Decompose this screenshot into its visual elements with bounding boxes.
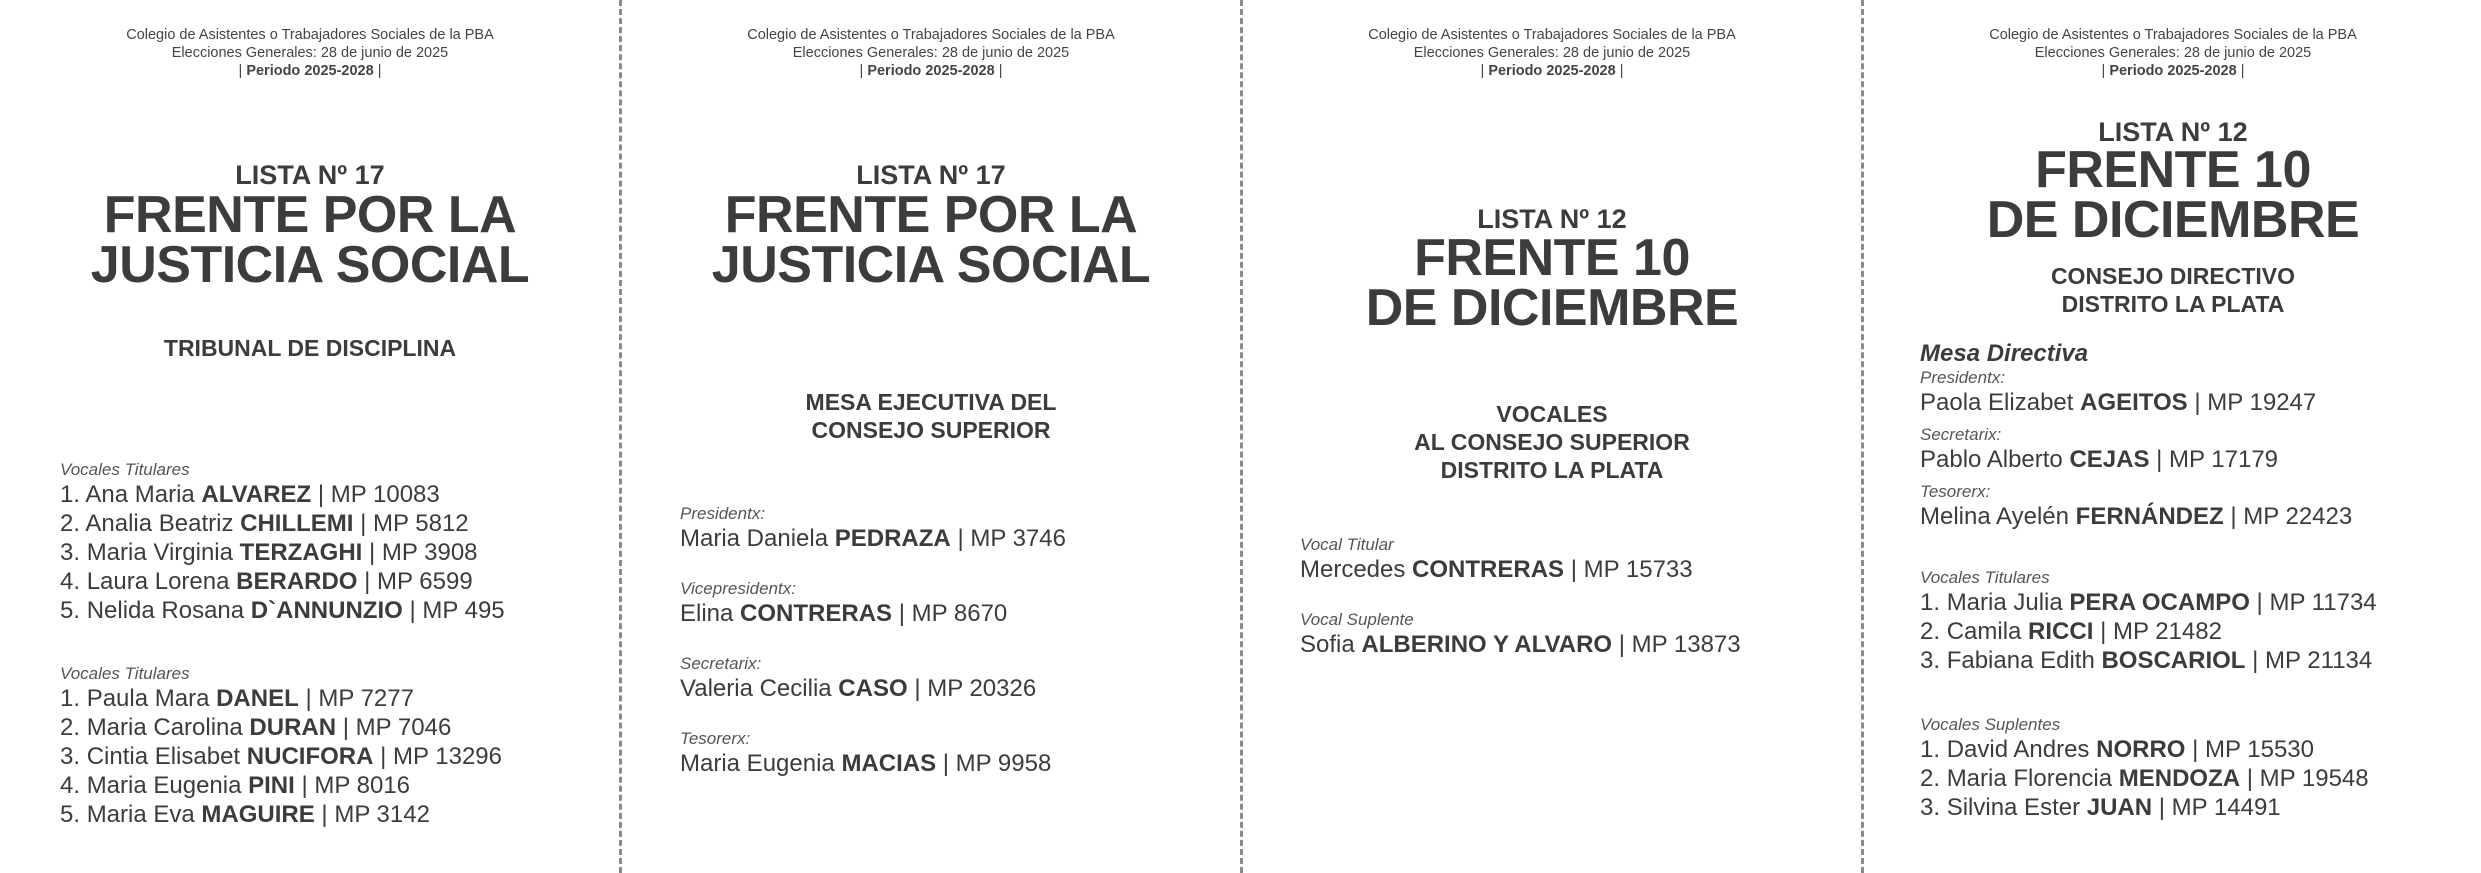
list-item: 5. Nelida Rosana D`ANNUNZIO | MP 495 — [60, 597, 505, 624]
group-label: Vocales Titulares — [1920, 568, 2050, 587]
body-title: MESA EJECUTIVA DEL CONSEJO SUPERIOR — [805, 389, 1057, 443]
frente-line-2: JUSTICIA SOCIAL — [711, 236, 1151, 294]
period: | Periodo 2025-2028 | — [1480, 63, 1624, 79]
list-item: 2. Camila RICCI | MP 21482 — [1920, 618, 2222, 645]
ballot-header — [1242, 26, 1862, 80]
lista-number: LISTA Nº 12 — [2098, 117, 2248, 147]
frente-name — [621, 186, 1241, 294]
list-item: 3. Silvina Ester JUAN | MP 14491 — [1920, 794, 2281, 821]
frente-line-2: DE DICIEMBRE — [1986, 191, 2360, 249]
role-secretario: Secretarix: Pablo Alberto CEJAS | MP 17179 — [1920, 425, 2279, 473]
list-item: 4. Maria Eugenia PINI | MP 8016 — [60, 772, 411, 799]
frente-name — [1242, 229, 1862, 337]
group-label: Vocales Titulares — [60, 460, 190, 479]
group-vocales-suplentes — [1920, 715, 2369, 822]
ballot-panel-3 — [1242, 0, 1862, 873]
mesa-directiva-title: Mesa Directiva — [1920, 340, 2089, 367]
org-name: Colegio de Asistentes o Trabajadores Sociales de la PBA — [126, 27, 494, 43]
body-title: TRIBUNAL DE DISCIPLINA — [163, 335, 457, 361]
role-tesorero: Tesorerx: Maria Eugenia MACIAS | MP 9958 — [680, 729, 1052, 777]
frente-name — [0, 186, 620, 294]
ballot-panel-4 — [1863, 0, 2481, 873]
group-label: Vocales Suplentes — [1920, 715, 2061, 734]
roles-list — [680, 504, 1066, 778]
role-vicepresidente: Vicepresidentx: Elina CONTRERAS | MP 8670 — [680, 579, 1008, 627]
frente-line-1: FRENTE POR LA — [103, 186, 517, 244]
list-item: 2. Maria Carolina DURAN | MP 7046 — [60, 714, 452, 741]
frente-line-1: FRENTE 10 — [1414, 229, 1690, 287]
election-date: Elecciones Generales: 28 de junio de 2025 — [1413, 45, 1691, 61]
list-item: 4. Laura Lorena BERARDO | MP 6599 — [60, 568, 473, 595]
roles-list — [1300, 535, 1741, 659]
list-item: 1. Maria Julia PERA OCAMPO | MP 11734 — [1920, 589, 2377, 616]
period: | Periodo 2025-2028 | — [2101, 63, 2245, 79]
election-date: Elecciones Generales: 28 de junio de 2025 — [2034, 45, 2312, 61]
group-vocales-titulares — [1920, 568, 2377, 675]
frente-line-1: FRENTE POR LA — [724, 186, 1138, 244]
org-name: Colegio de Asistentes o Trabajadores Sociales de la PBA — [1368, 27, 1736, 43]
list-item: 2. Maria Florencia MENDOZA | MP 19548 — [1920, 765, 2369, 792]
role-tesorero: Tesorerx: Melina Ayelén FERNÁNDEZ | MP 22423 — [1920, 482, 2353, 530]
lista-number: LISTA Nº 17 — [856, 160, 1006, 190]
election-date: Elecciones Generales: 28 de junio de 2025 — [792, 45, 1070, 61]
role-vocal-suplente: Vocal Suplente Sofia ALBERINO Y ALVARO | MP 13873 — [1300, 610, 1741, 658]
group-label: Vocales Titulares — [60, 664, 190, 683]
group-titulares-1 — [60, 460, 505, 625]
list-item: 3. Fabiana Edith BOSCARIOL | MP 21134 — [1920, 647, 2373, 674]
role-secretario: Secretarix: Valeria Cecilia CASO | MP 20326 — [680, 654, 1037, 702]
ballot-header — [621, 26, 1241, 80]
frente-name — [1863, 141, 2481, 249]
body-title: CONSEJO DIRECTIVO DISTRITO LA PLATA — [2050, 263, 2296, 317]
list-item: 5. Maria Eva MAGUIRE | MP 3142 — [60, 801, 430, 828]
period: | Periodo 2025-2028 | — [859, 63, 1003, 79]
role-presidente: Presidentx: Paola Elizabet AGEITOS | MP 19247 — [1920, 368, 2317, 416]
group-titulares-2 — [60, 664, 502, 829]
role-vocal-titular: Vocal Titular Mercedes CONTRERAS | MP 15733 — [1300, 535, 1693, 583]
list-item: 1. Paula Mara DANEL | MP 7277 — [60, 685, 414, 712]
org-name: Colegio de Asistentes o Trabajadores Sociales de la PBA — [1989, 27, 2357, 43]
ballot-header — [1863, 26, 2481, 80]
list-item: 1. David Andres NORRO | MP 15530 — [1920, 736, 2314, 763]
election-date: Elecciones Generales: 28 de junio de 2025 — [171, 45, 449, 61]
frente-line-1: FRENTE 10 — [2035, 141, 2311, 199]
list-item: 2. Analia Beatriz CHILLEMI | MP 5812 — [60, 510, 469, 537]
list-item: 3. Cintia Elisabet NUCIFORA | MP 13296 — [60, 743, 502, 770]
frente-line-2: JUSTICIA SOCIAL — [90, 236, 530, 294]
role-presidente: Presidentx: Maria Daniela PEDRAZA | MP 3746 — [680, 504, 1066, 552]
body-title: VOCALES AL CONSEJO SUPERIOR DISTRITO LA PLATA — [1414, 401, 1690, 483]
org-name: Colegio de Asistentes o Trabajadores Sociales de la PBA — [747, 27, 1115, 43]
ballot-panel-2 — [621, 0, 1241, 873]
lista-number: LISTA Nº 17 — [235, 160, 385, 190]
mesa-directiva — [1920, 340, 2352, 531]
frente-line-2: DE DICIEMBRE — [1365, 279, 1739, 337]
list-item: 3. Maria Virginia TERZAGHI | MP 3908 — [60, 539, 478, 566]
ballot-panel-1 — [0, 0, 620, 873]
period: | Periodo 2025-2028 | — [238, 63, 382, 79]
list-item: 1. Ana Maria ALVAREZ | MP 10083 — [60, 481, 440, 508]
ballot-header — [0, 26, 620, 80]
lista-number: LISTA Nº 12 — [1477, 204, 1627, 234]
